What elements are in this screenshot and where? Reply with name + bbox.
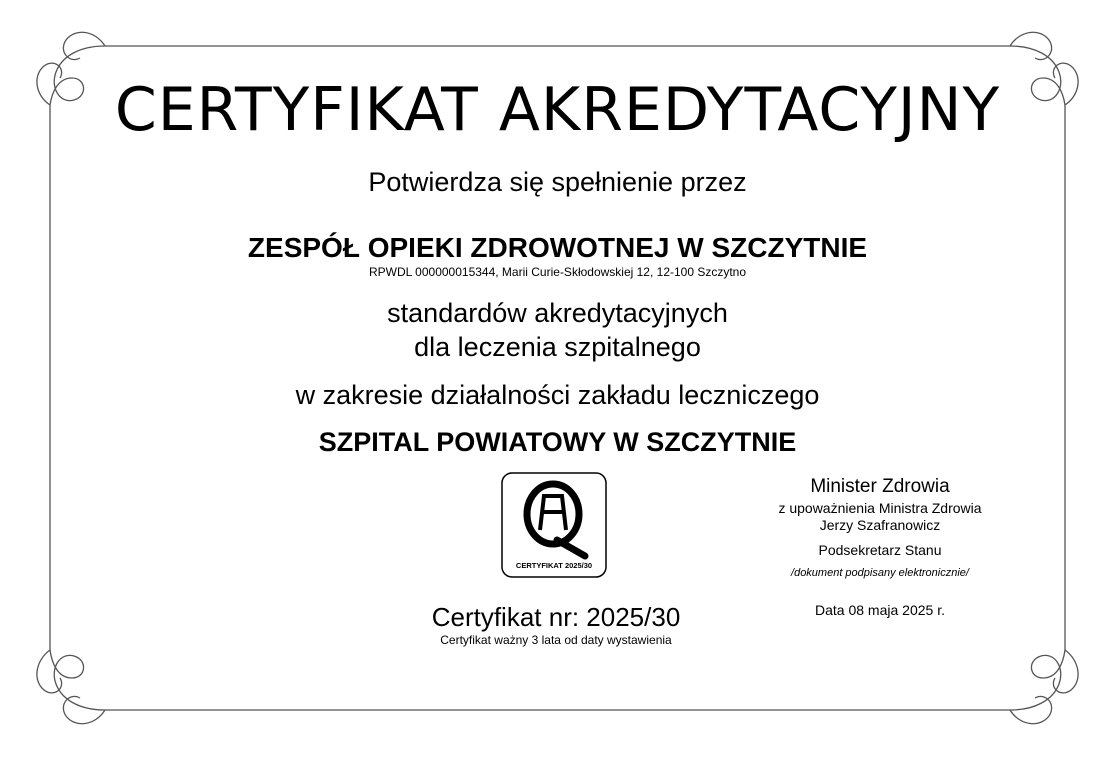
standards-line-2: dla leczenia szpitalnego bbox=[414, 332, 701, 362]
scope-text: w zakresie działalności zakładu leczniczego bbox=[295, 380, 820, 410]
entity-address: RPWDL 000000015344, Marii Curie-Skłodowskiej 12, 12-100 Szczytno bbox=[368, 265, 747, 279]
standards-line-1: standardów akredytacyjnych bbox=[387, 298, 728, 328]
electronic-signature-note: /dokument podpisany elektronicznie/ bbox=[791, 567, 969, 579]
intro-text: Potwierdza się spełnienie przez bbox=[368, 167, 747, 197]
certificate-title: CERTYFIKAT AKREDYTACYJNY bbox=[114, 75, 1001, 145]
signatory-authorization: z upoważnienia Ministra Zdrowia bbox=[778, 500, 982, 516]
certificate-number: Certyfikat nr: 2025/30 bbox=[431, 602, 681, 632]
logo-caption: CERTYFIKAT 2025/30 bbox=[515, 561, 593, 570]
signatory-office: Minister Zdrowia bbox=[810, 476, 950, 497]
issue-date: Data 08 maja 2025 r. bbox=[815, 602, 945, 618]
signatory-position: Podsekretarz Stanu bbox=[818, 542, 942, 558]
entity-name: ZESPÓŁ OPIEKI ZDROWOTNEJ W SZCZYTNIE bbox=[247, 232, 868, 263]
validity-note: Certyfikat ważny 3 lata od daty wystawienia bbox=[440, 633, 672, 647]
signatory-name: Jerzy Szafranowicz bbox=[819, 517, 941, 533]
unit-name: SZPITAL POWIATOWY W SZCZYTNIE bbox=[318, 427, 797, 457]
